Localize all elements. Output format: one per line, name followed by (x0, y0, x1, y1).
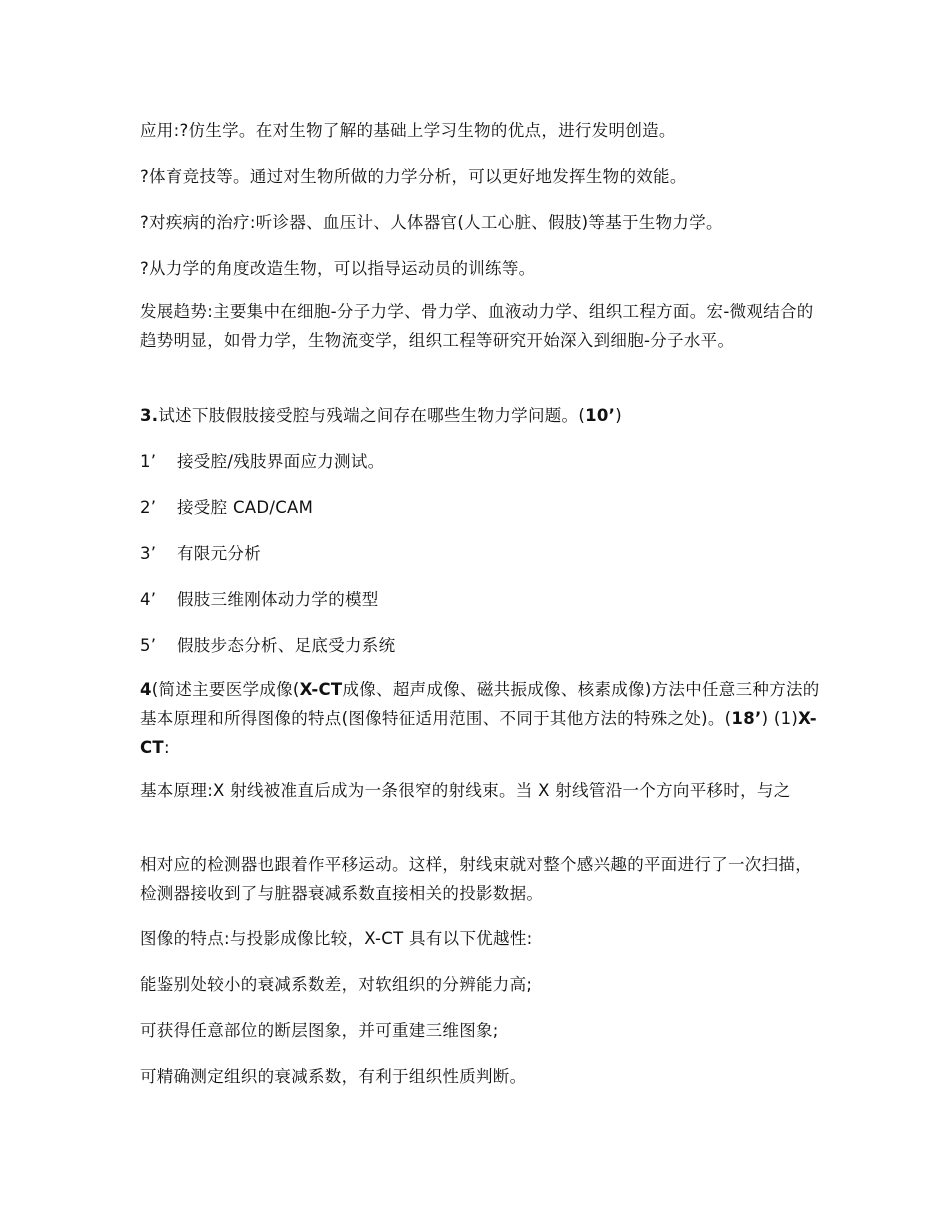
paragraph-advantage-2: 可获得任意部位的断层图象，并可重建三维图象; (140, 1021, 499, 1040)
question-4-score: 18’ (731, 709, 762, 728)
question-3-close: ) (615, 406, 622, 425)
paragraph-principle-2: 相对应的检测器也跟着作平移运动。这样，射线束就对整个感兴趣的平面进行了一次扫描，检测器接收到了与脏器衰减系数直接相关的投影数据。 (140, 855, 812, 903)
paragraph-modify: ?从力学的角度改造生物，可以指导运动员的训练等。 (140, 259, 536, 278)
question-3-number: 3. (140, 406, 159, 425)
paragraph-features: 图像的特点:与投影成像比较，X-CT 具有以下优越性: (140, 929, 533, 948)
list-item: 4’ 假肢三维刚体动力学的模型 (140, 590, 379, 609)
question-3 (140, 401, 820, 430)
paragraph-sports: ?体育竞技等。通过对生物所做的力学分析，可以更好地发挥生物的效能。 (140, 167, 687, 186)
list-item: 5’ 假肢步态分析、足底受力系统 (140, 636, 396, 655)
paragraph-treatment: ?对疾病的治疗:听诊器、血压计、人体器官(人工心脏、假肢)等基于生物力学。 (140, 213, 723, 232)
question-3-text: 试述下肢假肢接受腔与残端之间存在哪些生物力学问题。( (158, 406, 586, 425)
paragraph-advantage-3: 可精确测定组织的衰减系数，有利于组织性质判断。 (140, 1067, 527, 1086)
paragraph-application: 应用:?仿生学。在对生物了解的基础上学习生物的优点，进行发明创造。 (140, 121, 676, 140)
question-3-score: 10’ (585, 406, 616, 425)
list-item: 3’ 有限元分析 (140, 544, 261, 563)
list-item: 2’ 接受腔 CAD/CAM (140, 498, 314, 517)
paragraph-trend: 发展趋势:主要集中在细胞-分子力学、骨力学、血液动力学、组织工程方面。宏-微观结合的趋势明显，如骨力学，生物流变学，组织工程等研究开始深入到细胞-分子水平。 (140, 302, 814, 350)
paragraph-advantage-1: 能鉴别处较小的衰减系数差，对软组织的分辨能力高; (140, 975, 533, 994)
question-4: 4(简述主要医学成像(X-CT成像、超声成像、磁共振成像、核素成像)方法中任意三种方法的基本原理和所得图像的特点(图像特征适用范围、不同于其他方法的特殊之处)。(18’) (1)X-CT: (140, 680, 820, 757)
paragraph-principle-1: 基本原理:X 射线被准直后成为一条很窄的射线束。当 X 射线管沿一个方向平移时，与之 (140, 781, 791, 800)
list-item: 1’ 接受腔/残肢界面应力测试。 (140, 452, 385, 471)
question-4-number: 4 (140, 680, 152, 699)
